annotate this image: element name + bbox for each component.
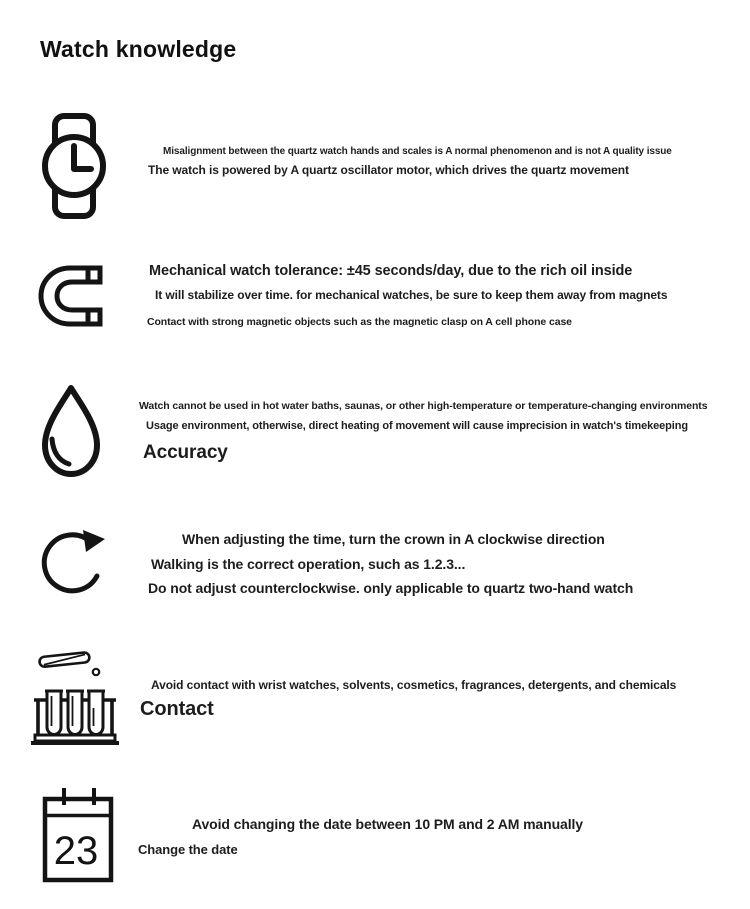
quartz-note-main: The watch is powered by A quartz oscillator motor, which drives the quartz movement bbox=[148, 163, 629, 177]
crown-note-main: When adjusting the time, turn the crown in A clockwise direction bbox=[182, 531, 605, 547]
temperature-note-secondary: Usage environment, otherwise, direct heating of movement will cause imprecision in watch's timekeeping bbox=[146, 420, 688, 432]
magnet-note-small: Contact with strong magnetic objects such as the magnetic clasp on A cell phone case bbox=[147, 316, 572, 328]
test-tubes-icon bbox=[28, 642, 120, 746]
magnet-note-secondary: It will stabilize over time. for mechanical watches, be sure to keep them away from magnets bbox=[155, 288, 668, 302]
crown-note-secondary: Walking is the correct operation, such as 1.2.3... bbox=[151, 556, 466, 572]
crown-note-warning: Do not adjust counterclockwise. only applicable to quartz two-hand watch bbox=[148, 580, 634, 596]
wristwatch-icon bbox=[36, 112, 112, 220]
accuracy-heading: Accuracy bbox=[143, 442, 228, 463]
quartz-note-small: Misalignment between the quartz watch hands and scales is A normal phenomenon and is not A quality issue bbox=[163, 146, 672, 157]
magnet-note-main: Mechanical watch tolerance: ±45 seconds/day, due to the rich oil inside bbox=[149, 263, 633, 279]
date-note-main: Avoid changing the date between 10 PM and 2 AM manually bbox=[192, 816, 583, 832]
date-note-heading: Change the date bbox=[138, 842, 238, 857]
chemicals-note: Avoid contact with wrist watches, solvents, cosmetics, fragrances, detergents, and chemicals bbox=[151, 678, 677, 692]
temperature-note-small: Watch cannot be used in hot water baths, saunas, or other high-temperature or temperature-changing environments bbox=[139, 400, 708, 412]
water-drop-icon bbox=[38, 382, 104, 480]
clockwise-arrow-icon bbox=[36, 518, 112, 602]
contact-heading: Contact bbox=[140, 698, 214, 720]
calendar-day-label: 23 bbox=[53, 829, 99, 873]
page-title: Watch knowledge bbox=[40, 36, 237, 62]
magnet-icon bbox=[36, 260, 114, 332]
calendar-icon bbox=[40, 786, 116, 884]
